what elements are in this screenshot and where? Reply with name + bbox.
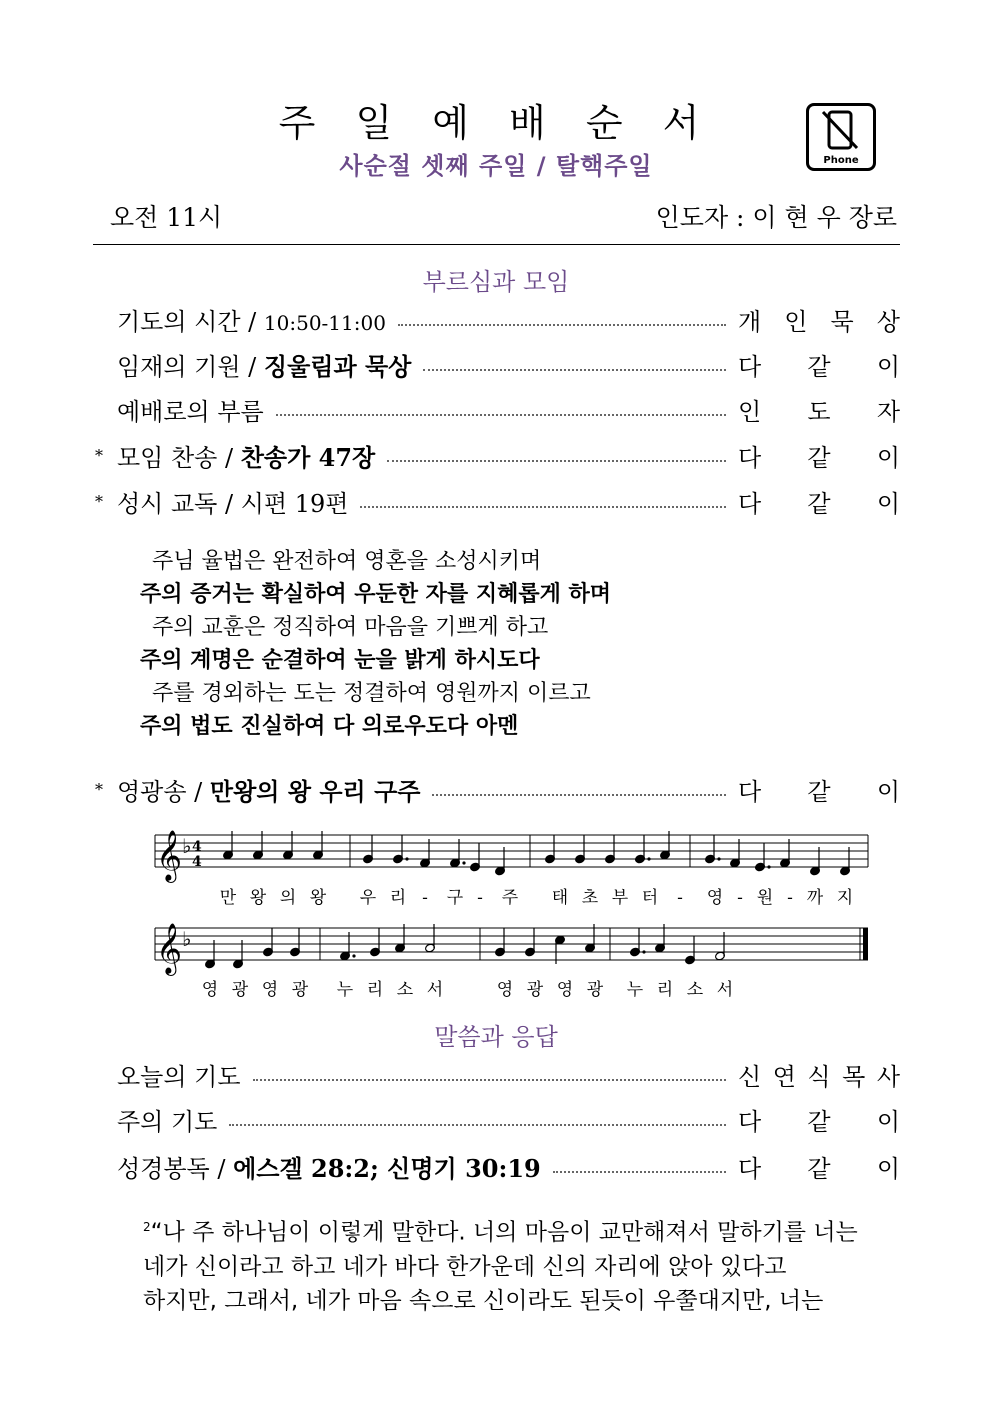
lyric-syllable: 원 (756, 888, 774, 908)
phone-label: Phone (823, 155, 859, 166)
lyric-syllable: - (422, 888, 428, 908)
lyric-syllable: 영 (496, 980, 514, 1000)
bulletin-title: 주 일 예 배 순 서 (278, 101, 714, 145)
lyric-syllable: 까 (806, 888, 824, 908)
order-item-scripture-reading (95, 1149, 900, 1183)
lyric-syllable: - (477, 888, 483, 908)
psalm-line-congregation: 주의 증거는 확실하여 우둔한 자를 지혜롭게 하며 (140, 582, 611, 607)
order-item-participant: 다 같 이 (738, 1107, 900, 1136)
psalm-line-leader: 주의 교훈은 정직하여 마음을 기쁘게 하고 (152, 615, 549, 640)
order-item-invocation (95, 347, 900, 381)
flat-icon: ♭ (182, 834, 192, 858)
note-dot (767, 865, 770, 868)
lyric-syllable: 초 (581, 888, 599, 908)
standing-mark: * (95, 779, 103, 799)
lyric-syllable: 왕 (249, 888, 267, 908)
lyrics-line-1 (220, 887, 853, 908)
lyric-syllable: 지 (836, 888, 854, 908)
order-item-label: 임재의 기원 / 징울림과 묵상 (117, 351, 412, 381)
lyric-syllable: 서 (716, 980, 734, 1000)
note-dot (717, 857, 720, 860)
note-dot (462, 861, 465, 864)
order-item-prayer-time (95, 302, 900, 336)
order-item-participant: 개 인 묵 상 (738, 307, 900, 336)
lyric-syllable: 영 (556, 980, 574, 1000)
lyric-syllable: 리 (656, 980, 674, 1000)
lyric-syllable: 영 (706, 888, 724, 908)
order-item-label: 예배로의 부름 (117, 397, 264, 426)
note-dot (405, 857, 408, 860)
order-item-participant: 다 같 이 (738, 352, 900, 381)
order-item-label: 영광송 / 만왕의 왕 우리 구주 (117, 776, 421, 806)
psalm-reading (140, 545, 900, 743)
lyric-syllable: - (787, 888, 793, 908)
section-gathering-heading: 부르심과 모임 (422, 268, 570, 296)
lyric-syllable: 누 (336, 980, 354, 1000)
order-item-lords-prayer (95, 1102, 900, 1136)
order-item-participant: 다 같 이 (738, 489, 900, 518)
order-item-prayer-of-day (95, 1057, 900, 1091)
order-item-label: 기도의 시간 / 10:50-11:00 (117, 307, 386, 336)
leader-dots (423, 369, 726, 371)
lyric-syllable: 광 (586, 980, 604, 1000)
no-phone-icon (806, 103, 876, 171)
treble-clef-icon: 𝄞 (156, 923, 183, 974)
header-divider (93, 244, 900, 245)
lyric-syllable: 구 (446, 888, 464, 908)
lyrics-line-2 (202, 979, 733, 1000)
order-item-call-to-worship (95, 392, 900, 426)
no-phone-graphic (809, 106, 873, 168)
psalm-line-leader: 주님 율법은 완전하여 영혼을 소성시키며 (152, 549, 542, 574)
leader-dots (553, 1171, 726, 1173)
scripture-text (143, 1210, 883, 1318)
lyric-syllable: - (677, 888, 683, 908)
order-item-responsive-reading (95, 484, 900, 518)
lyric-syllable: 리 (366, 980, 384, 1000)
time-signature-bottom: 4 (192, 854, 202, 870)
leader-dots (253, 1079, 726, 1081)
order-item-label: 주의 기도 (117, 1107, 218, 1136)
leader-dots (360, 506, 726, 508)
standing-mark: * (95, 491, 103, 511)
order-item-gloria (95, 772, 900, 806)
note-dot (642, 950, 645, 953)
lyric-syllable: 소 (686, 980, 704, 1000)
order-item-participant: 다 같 이 (738, 777, 900, 806)
scripture-line: $^2$“나 주 하나님이 이렇게 말한다. 너의 마음이 교만해져서 말하기를 너는 (143, 1219, 858, 1246)
bulletin-subtitle: 사순절 셋째 주일 / 탈핵주일 (339, 152, 653, 180)
order-item-participant: 신 연 식 목 사 (738, 1062, 900, 1091)
psalm-line-leader: 주를 경외하는 도는 정결하여 영원까지 이르고 (152, 681, 591, 706)
section-word-heading: 말씀과 응답 (434, 1023, 558, 1051)
lyric-syllable: 리 (389, 888, 407, 908)
lyric-syllable: 만 (219, 888, 237, 908)
flat-icon: ♭ (182, 927, 192, 951)
order-item-gathering-hymn (95, 438, 900, 472)
service-time: 오전 11시 (110, 203, 223, 232)
melody-line-1 (223, 831, 851, 876)
lyric-syllable: 우 (359, 888, 377, 908)
scripture-line: 네가 신이라고 하고 네가 바다 한가운데 신의 자리에 앉아 있다고 (143, 1253, 787, 1280)
lyric-syllable: 영 (261, 980, 279, 1000)
order-item-participant: 인 도 자 (738, 397, 900, 426)
leader-dots (387, 460, 726, 462)
final-barline (863, 928, 868, 960)
order-item-label: 오늘의 기도 (117, 1062, 241, 1091)
order-item-participant: 다 같 이 (738, 443, 900, 472)
standing-mark: * (95, 445, 103, 465)
lyric-syllable: 광 (231, 980, 249, 1000)
leader-dots (398, 324, 726, 326)
leader-dots (276, 414, 726, 416)
lyric-syllable: 광 (291, 980, 309, 1000)
leader-dots (229, 1124, 726, 1126)
scripture-line: 하지만, 그래서, 네가 마음 속으로 신이라도 된듯이 우쭐대지만, 너는 (143, 1287, 824, 1314)
melody-line-2 (205, 924, 726, 969)
verse-number: 2 (143, 1220, 151, 1234)
lyric-syllable: 주 (501, 888, 519, 908)
lyric-syllable: 광 (526, 980, 544, 1000)
lyric-syllable: 누 (626, 980, 644, 1000)
lyric-syllable: 부 (611, 888, 629, 908)
lyric-syllable: 왕 (309, 888, 327, 908)
treble-clef-icon: 𝄞 (156, 830, 183, 881)
note-dot (647, 857, 650, 860)
lyric-syllable: 소 (396, 980, 414, 1000)
lyric-syllable: 영 (201, 980, 219, 1000)
gloria-music-score (150, 825, 870, 1010)
order-item-participant: 다 같 이 (738, 1154, 900, 1183)
order-item-label: 성경봉독 / 에스겔 28:2; 신명기 30:19 (117, 1153, 541, 1183)
psalm-line-congregation: 주의 법도 진실하여 다 의로우도다 아멘 (140, 714, 519, 739)
lyric-syllable: 태 (551, 888, 569, 908)
lyric-syllable: 의 (279, 888, 297, 908)
note-dot (352, 954, 355, 957)
leader-dots (432, 794, 726, 796)
lyric-syllable: 서 (426, 980, 444, 1000)
time-signature-top: 4 (192, 839, 202, 855)
order-item-label: 모임 찬송 / 찬송가 47장 (117, 442, 376, 472)
lyric-syllable: 터 (641, 888, 659, 908)
service-leader: 인도자 : 이 현 우 장로 (655, 203, 897, 232)
psalm-line-congregation: 주의 계명은 순결하여 눈을 밝게 하시도다 (140, 648, 540, 673)
lyric-syllable: - (737, 888, 743, 908)
order-item-label: 성시 교독 / 시편 19편 (117, 489, 349, 518)
